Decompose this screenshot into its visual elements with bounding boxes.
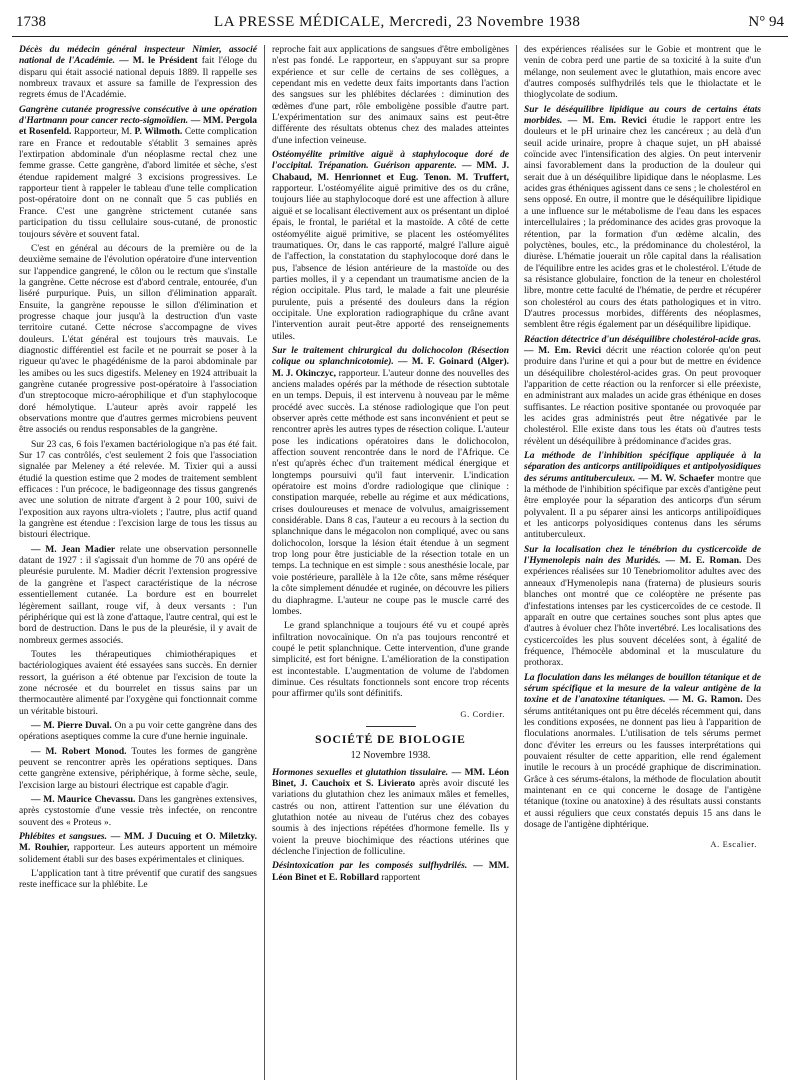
paragraph: Sur 23 cas, 6 fois l'examen bactériologique n'a pas été fait. Sur 17 cas contrôlés, c'est seulement 2 fois que l'association signalée par Meleney a été relevée. M. Tixier qui a aussi étudié la question estime que 2 modes de traitement semblent efficaces : l'un précoce, le badigeonnage des tissus gangrenés avec une solution de nitrate d'argent à 2 pour 100, suivi de l'exposition aux rayons ultra-violets ; l'autre, plus actif quand la gangrène est étendue : l'excision large de tous les tissus au bistouri électrique.	[19, 439, 257, 541]
paragraph	[524, 105, 761, 332]
paragraph-text: relate une observation personnelle datant de 1927 : il s'agissait d'un homme de 70 ans opéré de pleurésie purulente. M. Madier décrit l'extension progressive de la gangrène et l'aspect caractéristique de la nécrose essentiellement cutanée. La bordure est en bourrelet légèrement saillant, rouge vif, à deux versants : l'un périphérique qui est là zone d'attaque, l'autre central, qui est le bord de destruction. Dans le pus de la pleurésie, il y avait de nombreux germes associés.	[19, 544, 258, 646]
paragraph-text: Dans les gangrènes extensives, après cystostomie d'une vessie très infectée, on rencontre souvent des « Proteus ».	[19, 795, 258, 828]
paragraph-text: Toutes les formes de gangrène peuvent se rencontrer après les opérations septiques. Dans cette gangrène extensive, périphérique, à forme sèche, seule, l'excision large au bistouri électrique est capable d'agir.	[19, 746, 257, 791]
paragraph	[19, 832, 257, 866]
article-title: La floculation dans les mélanges de bouillon tétanique et de sérum spécifique et la mesure de la valeur antigène de la toxine et de l'anatoxine tétaniques.	[524, 672, 761, 706]
paragraph: C'est en général au décours de la première ou de la deuxième semaine de l'évolution opératoire d'une intervention sur l'appendice gangrené, le côlon ou le rectum que s'installe la gangrène. Cette nécrose est d'abord centrale, entourée, d'un liséré purpurique. Puis, un sillon d'élimination apparaît. Ensuite, la gangrène repousse le sillon d'élimination et progresse chaque jour jusqu'à la destruction d'un vaste territoire cutané. Cette nécrose s'accompagne de vives douleurs. L'état général est toujours très mauvais. Le diagnostic différentiel est facile et ne pourrait se poser à la rigueur qu'avec le phagédénisme de la paroi abdominale par les amibes ou les sucs digestifs. Meleney en 1924 attribuait la gangrène cutanée progressive post-opératoire à l'association d'un streptocoque micro-aérophilique et d'un staphylocoque doré hémolytique. L'auteur après avoir rappelé les observations montre que d'autres germes microbiens peuvent être associés ou rendus responsables de la gangrène.	[19, 243, 257, 436]
article-title: Réaction détectrice d'un déséquilibre cholestérol-acide gras.	[524, 334, 761, 345]
paragraph	[19, 545, 257, 647]
author: — M. Em. Revici	[524, 345, 602, 356]
paragraph	[19, 795, 257, 829]
column-1	[12, 45, 264, 1080]
paragraph-text: montre que la méthode de l'inhibition spécifique par excès d'antigène peut être employée pour la séparation des anticorps d'un sérum polyvalent. Il a pu séparer ainsi les anticorps antilipoïdiques et les anticorps polyosidiques contenus dans les sérums antituberculeux.	[524, 473, 762, 541]
paragraph-text: Cette complication rare en France et redoutable s'établit 3 semaines après l'extirpation abdominale d'un néoplasme rectal chez une femme grasse. Cette gangrène, d'abord limitée et sèche, s'est étendue rapidement malgré 3 excisions progressives. Le rapporteur tient à rappeler le tableau d'une telle complication post-opératoire dont on ne connaît que 5 cas publiés en France. C'est une gangrène strictement cutanée sans participation du tissu cellulaire sous-cutané, de pronostic toujours sévère et souvent fatal.	[19, 127, 257, 240]
paragraph	[272, 768, 509, 859]
paragraph	[19, 747, 257, 792]
paragraph-text: Rapporteur, M.	[73, 127, 132, 138]
paragraph	[272, 861, 509, 884]
signature: A. Escalier.	[710, 839, 757, 850]
author: — M. Pierre Duval.	[31, 720, 112, 731]
paragraph: L'application tant à titre préventif que curatif des sangsues reste inefficace sur la phlébite. Le	[19, 869, 257, 891]
column-3	[516, 45, 768, 1080]
article-title: Sur le déséquilibre lipidique au cours de certains états morbides.	[524, 104, 761, 127]
author: — MM. Léon Binet et E. Robillard	[272, 861, 509, 883]
author: — M. F. Goinard (Alger). M. J. Okinczyc,	[272, 357, 509, 379]
paragraph-text: rapporteur. L'ostéomyélite aiguë primitive des os du crâne, toujours liée au staphylocoque doré est une affection à allure aiguë et se localisant électivement aux os présentant un diploé épais, le frontal, le pariétal et la mastoïde. A côté de cette ostéomyélite aiguë primitive, se placent les ostéomyélites traumatiques. Or, dans le cas rapporté, malgré l'allure aiguë de l'affection, la constatation du staphylocoque doré dans le pus, l'absence de lésion antérieure de la mastoïde ou des parties molles, il y a cependant un traumatisme ancien de la région occipitale. Plus tard, le malade a fait une pleurésie purulente, puis a présenté des douleurs dans la région occipitale. Une exploration radiographique du crâne avant l'intervention aurait peut-être apporté des renseignements utiles.	[272, 184, 509, 342]
article-title: Phlébites et sangsues.	[19, 832, 107, 843]
paragraph-text: rapporteur. Les auteurs apportent un mémoire solidement établi sur des bases expérimentales et cliniques.	[19, 843, 257, 865]
author: — M. Robert Monod.	[31, 746, 127, 757]
article-title: Décès du médecin général inspecteur Nimier, associé national de l'Académie.	[19, 45, 257, 67]
paragraph-text: rapporteur. L'auteur donne des nouvelles des anciens malades opérés par la méthode de résection subtotale en un temps. Depuis, il est intervenu à nouveau par le même procédé avec succès. La sténose radiologique que l'on peut observer après cette méthode est sans inconvénient et peut se rencontrer après les autres types de résection colique. L'auteur pose les indications opératoires dans le dolichocolon, affection souvent rencontrée dans le nord de l'Afrique. Ce n'est qu'après échec d'un traitement médical énergique et longtemps poursuivi qu'il faut intervenir. L'indication opératoire est moins d'ordre radiologique que clinique : constipation marquée, rebelle au régime et aux médications, crises douloureuses et menace de volvulus, amaigrissement considérable. Dans 8 cas, l'auteur a eu recours à la section du splanchnique dans le mégacolon non compliqué, avec ou sans dolichocolon, lorsque la lésion était étendue à un segment trop long pour être justiciable de la résection totale en un temps. La technique en est simple : sous anesthésie locale, par voie postérieure, parallèle à la 12e côte, sans même réséquer la côte simplement dénudée et ruginée, on découvre les piliers du diaphragme. L'auteur ne coupe pas le muscle carré des lombes.	[272, 368, 510, 617]
author: — M. le Président	[119, 56, 198, 67]
article-title: Gangrène cutanée progressive consécutive à une opération d'Hartmann pour cancer recto-sigmoïdien.	[19, 104, 257, 127]
paragraph	[272, 150, 509, 343]
paragraph	[19, 105, 257, 241]
issue-number: N° 94	[748, 14, 784, 30]
author: — M. Em. Revici	[567, 116, 647, 127]
section-date: 12 Novembre 1938.	[350, 750, 431, 762]
article-columns	[12, 45, 788, 1080]
masthead	[214, 14, 580, 31]
paragraph-text: fait l'éloge du disparu qui était associé national depuis 1889. Il rappelle ses nombreux travaux et assure sa famille de l'expression des regrets émus de l'Académie.	[19, 56, 258, 101]
author: — M. Maurice Chevassu.	[31, 795, 136, 805]
paper-title: LA PRESSE MÉDICALE,	[214, 14, 385, 30]
article-title: Désintoxication par les composés sulfhydrilés.	[272, 861, 468, 872]
divider	[366, 726, 416, 727]
paragraph	[524, 673, 761, 832]
author: — MM. Léon Binet, J. Cauchoix et S. Livierato	[272, 767, 509, 789]
paragraph-text: décrit une réaction colorée qu'on peut produire dans l'urine et qui a pour but de mettre en évidence un déséquilibre cholestérol-acides gras. On peut provoquer l'apparition de cette réaction ou la renforcer si elle préexiste, en administrant aux malades un acide gras éthénique en doses suffisantes. Le réaction positive spontanée ou provoquée par les acides gras administrés peut être négativée par le cholestérol. Elle existe dans tous les états où d'autres tests révèlent un déséquilibre à prédominance d'acides gras.	[524, 345, 761, 447]
paragraph	[272, 346, 509, 618]
article-title: Hormones sexuelles et glutathion tissulaire.	[272, 767, 449, 778]
paragraph-text: On a pu voir cette gangrène dans des opérations aseptiques comme la cure d'une hernie inguinale.	[19, 720, 257, 743]
paragraph-text: rapportent	[381, 872, 421, 883]
page-header	[12, 14, 788, 37]
paragraph	[524, 451, 761, 542]
paragraph-text: Des expériences réalisées sur 10 Tenebriomolitor adultes avec des anneaux d'Hymenolepis nana (fraterna) de plusieurs souris blanches ont montré que ce coléoptère ne présente pas d'infestations intenses par les cysticercoïdes de ce cestode. Il apparaît en outre que certaines souches sont plus aptes que d'autres à évoluer chez l'hôte invertébré. Les localisations des cysticercoïdes les plus souvent décelées sont, à égalité de fréquence, l'hémocèle abdominal et la musculature du prothorax.	[524, 556, 762, 669]
paragraph: reproche fait aux applications de sangsues d'être emboligènes n'est pas fondé. Le rapporteur, en s'appuyant sur sa propre expérience et sur celle de certains de ses collègues, a cependant mis en vedette deux faits importants dans l'action des sangsues sur les phlébites déclarées : diminution des œdèmes d'une part, rôle emboligène possible d'autre part. L'expérimentation sur des animaux sains est peut-être différente des résultats obtenus chez des malades atteintes d'une infection veineuse.	[272, 45, 509, 146]
author: — M. E. Roman.	[665, 556, 742, 567]
signature: G. Cordier.	[460, 708, 505, 719]
rapporteur: P. Wilmoth.	[134, 127, 183, 138]
section-title: SOCIÉTÉ DE BIOLOGIE	[315, 733, 466, 746]
author: — M. Jean Madier	[31, 544, 116, 555]
paragraph	[524, 335, 761, 448]
paragraph-text: après avoir discuté les variations du glutathion chez les animaux mâles et femelles, castrés ou non, attirent l'attention sur une élévation du glutathion notée au niveau de l'utérus chez des cobayes soumis à des injections répétées d'hormone femelle. Ils y voient la preuve biochimique des réactions utérines que déclenche l'injection de folliculine.	[272, 778, 509, 858]
author: — M. W. Schaefer	[638, 473, 715, 484]
article-title: Ostéomyélite primitive aiguë à staphylocoque doré de l'occipital. Trépanation. Guérison apparente.	[272, 150, 509, 172]
author: — MM. J Ducuing et O. Miletzky. M. Rouhier,	[19, 832, 257, 854]
page-number: 1738	[16, 14, 46, 30]
paragraph	[524, 545, 761, 670]
paragraph: Toutes les thérapeutiques chimiothérapiques et bactériologiques avaient été essayées sans succès. En dernier ressort, la guérison a été obtenue par l'excision de toute la zone nécrosée et du bourrelet en tissus sains par un thermocautère alimenté par l'oxygène qui fonctionnait comme un véritable bistouri.	[19, 649, 257, 717]
article-title: La méthode de l'inhibition spécifique appliquée à la séparation des anticorps antilipoïdiques et antipolyosidiques des sérums antituberculeux.	[524, 451, 761, 484]
paragraph: des expériences réalisées sur le Gobie et montrent que le venin de cobra perd une partie de sa toxicité à la suite d'un mélange, non seulement avec le glutathion, mais encore avec d'autres composés sulfhydrilés tels que le thiolactate et le thioglycolate de sodium.	[524, 45, 761, 101]
issue-date: Mercredi, 23 Novembre 1938	[389, 14, 581, 30]
paragraph-text: Des sérums antitétaniques ont pu être décelés récemment qui, dans les conditions exposées, ne donnent pas lieu à l'apparition de floculations anormales. L'utilisation de tels sérums permet donc d'éviter les erreurs ou les fausses interprétations qui pouvaient résulter de cette apparition, elle rend également inutile le recours à un procédé graphique de discrimination. Grâce à ces sérums-étalons, la méthode de floculation aboutit maintenant en ce qui concerne le dosage de l'antigène tétanique (toxine ou anatoxine) à des résultats aussi constants et aussi réguliers que ceux constatés depuis 15 ans dans le dosage de l'antigène diphtérique.	[524, 695, 761, 831]
article-title: Sur le traitement chirurgical du dolichocolon (Résection colique ou splanchnicotomie).	[272, 345, 509, 368]
author: — MM. Pergola et Rosenfeld.	[19, 116, 258, 138]
article-title: Sur la localisation chez le ténébrion du cysticercoïde de l'Hymenolepis nain des Muridés.	[524, 544, 761, 567]
author: — M. G. Ramon.	[669, 695, 743, 706]
paragraph	[19, 721, 257, 744]
author: — MM. J. Chabaud, M. Henrionnet et Eug. Tenon. M. Truffert,	[272, 161, 510, 183]
paragraph: Le grand splanchnique a toujours été vu et coupé après infiltration novocaïnique. On n'a pas toujours rencontré et coupé le petit splanchnique. Cette intervention, d'une grande simplicité, est fort bénigne. L'amélioration de la constipation est incontestable. L'augmentation de volume de l'abdomen diminue. Ces résultats fonctionnels sont encore trop récents pour affirmer qu'ils sont définitifs.	[272, 621, 509, 700]
paragraph	[19, 45, 257, 102]
column-2	[264, 45, 516, 1080]
paragraph-text: étudie le rapport entre les douleurs et le pH urinaire chez les cancéreux ; au delà d'un seuil acide urinaire, propre à chaque sujet, un pH abaissé coïncide avec l'intensification des algies. On peut intervenir ainsi favorablement dans la production de la douleur qui serait due à un déséquilibre lipidique dans le néoplasme. Les acides gras éthéniques agissent dans ce sens ; le cholestérol en sens opposé. En outre, il montre que le déséquilibre lipidique a une influence sur le métabolisme de l'eau dans les espaces intercellulaires ; la prédominance des acides gras provoque la rétention, par la formation d'un œdème alcalin, des polyctènes, boules, etc., la prédominance du cholestérol, la diurèse. L'hématie jouerait un rôle capital dans la réalisation de l'équilibre entre les acides gras et le cholestérol. L'étude de sa résistance globulaire, fonction de la teneur en cholestérol libre, montre cette faculté de l'hématie, de perdre et récupérer son cholestérol au cours des états pathologiques et in vitro. D'autres processus morbides, différents des néoplasmes, semblent être régis également par un déséquilibre lipidique.	[524, 116, 762, 331]
